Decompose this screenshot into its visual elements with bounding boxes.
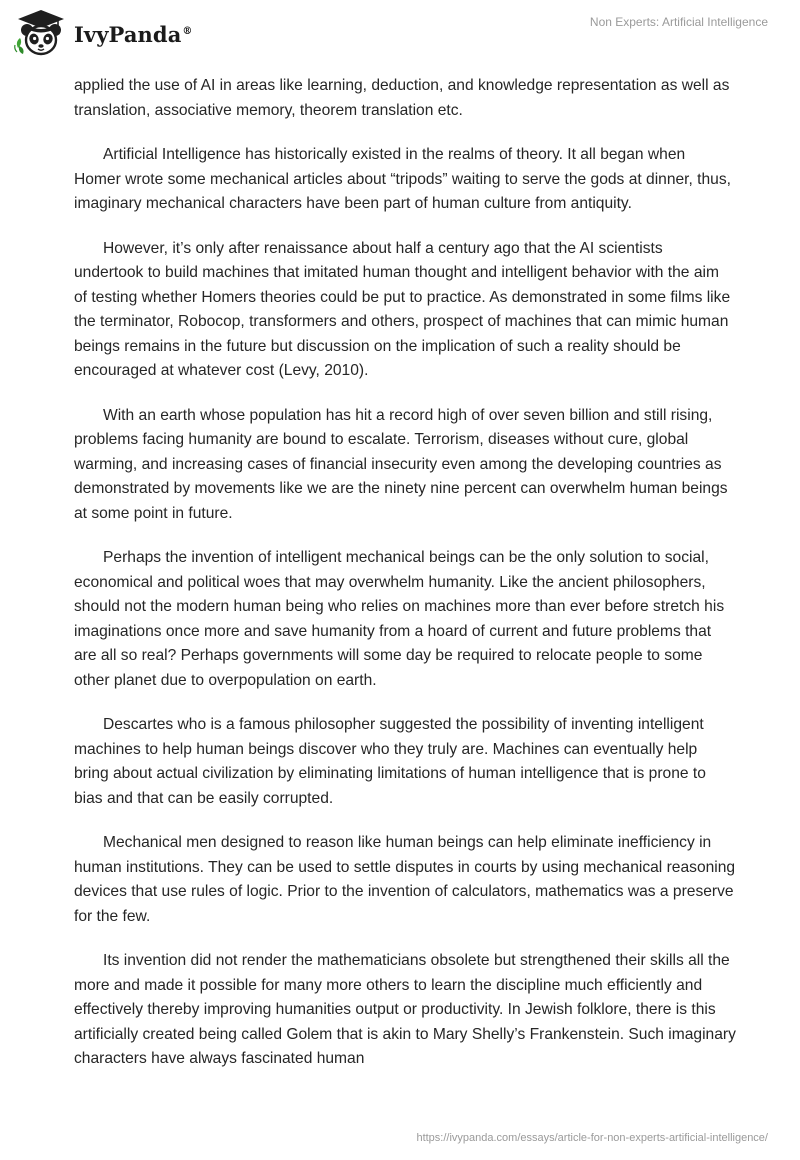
registered-mark: ® xyxy=(182,25,193,37)
brand-name-text: IvyPanda xyxy=(74,21,182,47)
document-title: Non Experts: Artificial Intelligence xyxy=(589,15,768,29)
page-header xyxy=(0,0,800,66)
paragraph: Artificial Intelligence has historically existed in the realms of theory. It all began when Homer wrote some mechanical articles about “tripods” waiting to serve the gods at dinner, thus, imaginary mechanical characters have been part of human culture from antiquity. xyxy=(74,146,731,212)
paragraph: However, it’s only after renaissance about half a century ago that the AI scientists undertook to build machines that imitated human thought and intelligent behavior with the aim of testing whether Homers theories could be put to practice. As demonstrated in some films like the terminator, Robocop, transformers and others, prospect of machines that can mimic human beings remains in the future but discussion on the implication of such a reality should be encouraged at whatever cost (Levy, 2010). xyxy=(74,239,731,379)
source-url[interactable]: https://ivypanda.com/essays/article-for-non-experts-artificial-intelligence/ xyxy=(416,1132,768,1144)
paragraph: Mechanical men designed to reason like human beings can help eliminate inefficiency in human institutions. They can be used to settle disputes in courts by using mechanical reasoning devices that use rules of logic. Prior to the invention of calculators, mathematics was a preserve for the few. xyxy=(74,834,736,925)
article-body xyxy=(74,74,736,1092)
paragraph: Descartes who is a famous philosopher suggested the possibility of inventing intelligent machines to help human beings discover who they truly are. Machines can eventually help bring about actual civilization by eliminating limitations of human intelligence that is prone to bias and that can be easily corrupted. xyxy=(74,716,706,807)
brand-logo[interactable] xyxy=(14,8,193,58)
paragraph: With an earth whose population has hit a record high of over seven billion and still rising, problems facing humanity are bound to escalate. Terrorism, diseases without cure, global warming, and increasing cases of financial insecurity even among the developing countries as demonstrated by movements like we are the ninety nine percent can overwhelm human beings at some point in future. xyxy=(74,406,728,522)
panda-graduate-icon xyxy=(14,8,68,58)
paragraph: Perhaps the invention of intelligent mechanical beings can be the only solution to social, economical and political woes that may overwhelm humanity. Like the ancient philosophers, should not the modern human being who relies on machines more than ever before stretch his imaginations once more and save humanity from a hoard of current and future problems that are all so real? Perhaps governments will some day be required to relocate people to some other planet due to overpopulation on earth. xyxy=(74,549,725,689)
paragraph: Its invention did not render the mathematicians obsolete but strengthened their skills all the more and made it possible for many more others to learn the discipline much efficiently and effectively thereby improving humanities output or productivity. In Jewish folklore, there is this artificially created being called Golem that is akin to Mary Shelly’s Frankenstein. Such imaginary characters have always fascinated human xyxy=(74,952,736,1067)
paragraph-continuation: applied the use of AI in areas like learning, deduction, and knowledge representation as well as translation, associative memory, theorem translation etc. xyxy=(74,77,730,119)
brand-name xyxy=(74,22,193,47)
